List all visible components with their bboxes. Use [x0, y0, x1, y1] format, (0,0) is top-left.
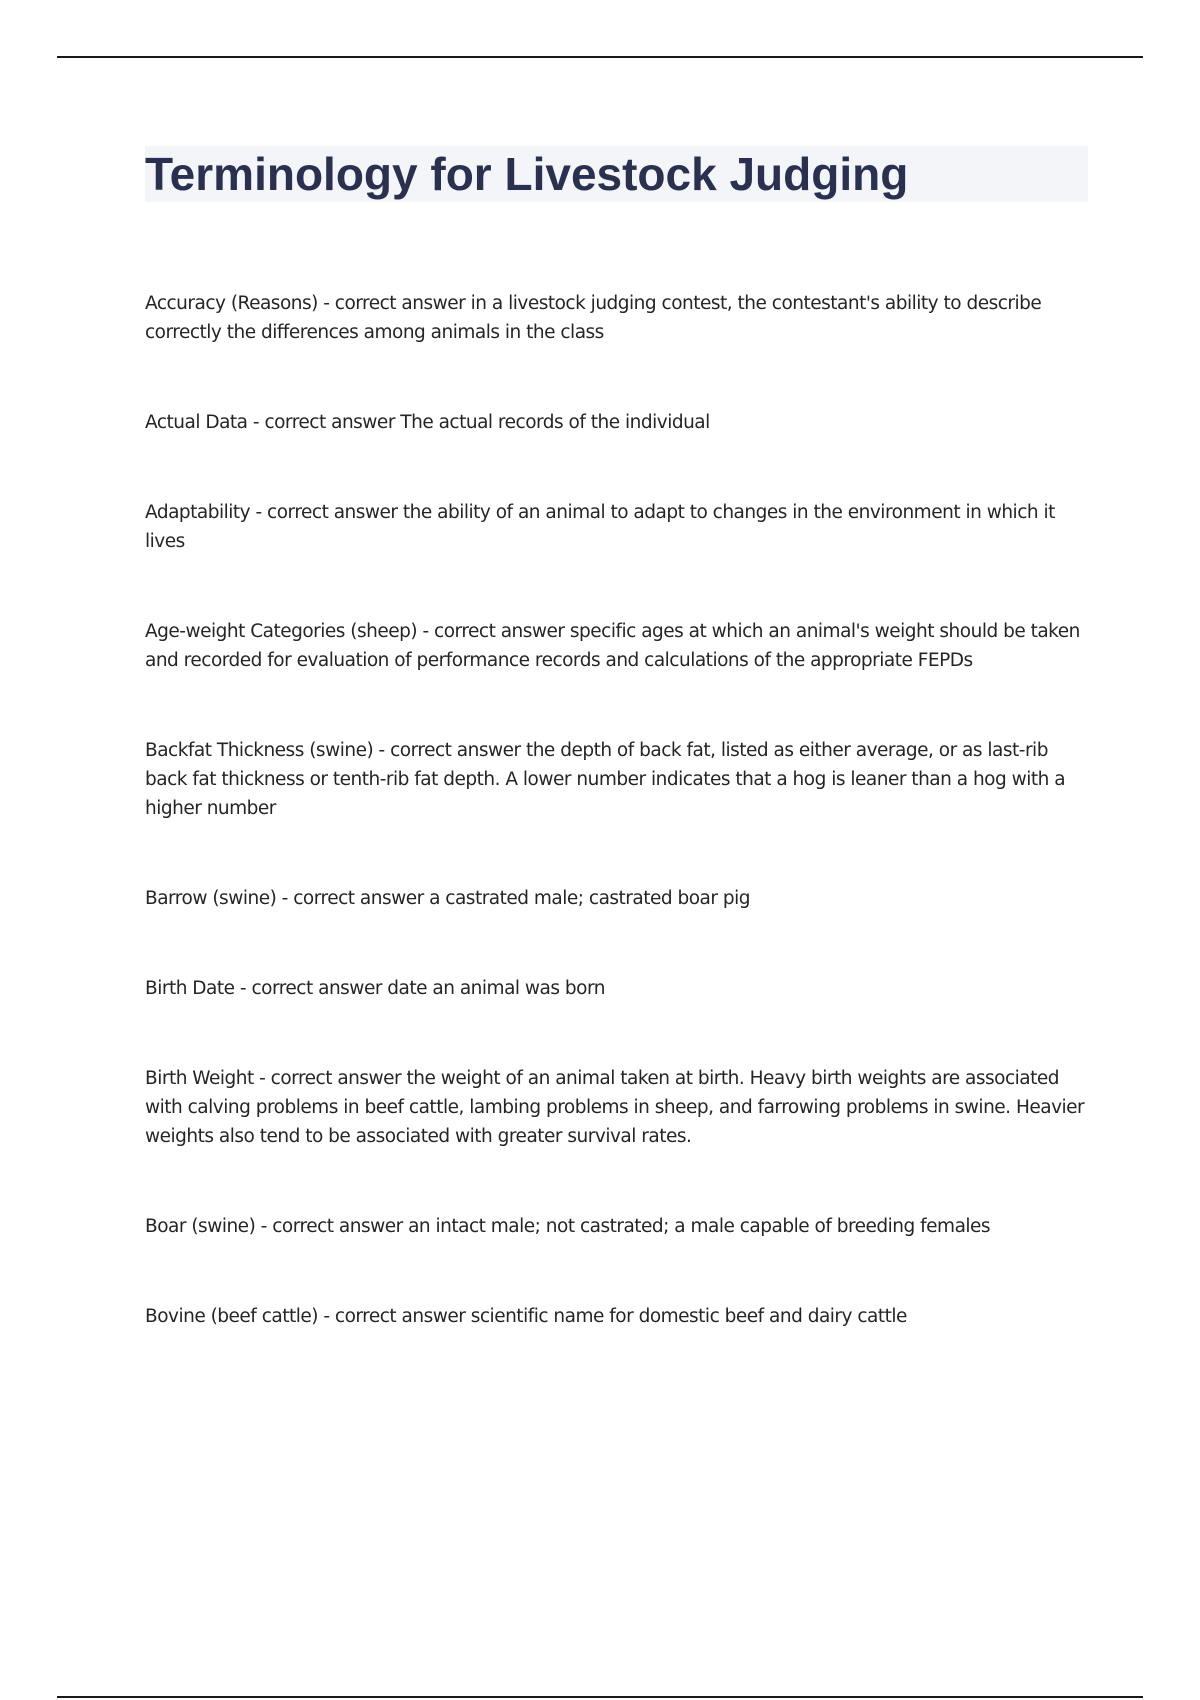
page-title: Terminology for Livestock Judging: [145, 148, 909, 200]
term-entry: Barrow (swine) - correct answer a castrated male; castrated boar pig: [145, 888, 751, 909]
term-entry: Bovine (beef cattle) - correct answer scientific name for domestic beef and dairy cattle: [145, 1306, 907, 1327]
term-entry: Accuracy (Reasons) - correct answer in a livestock judging contest, the contestant's ability to describe correctly the differences among animals in the class: [145, 293, 1042, 343]
bottom-rule: [57, 1696, 1143, 1698]
term-entry: Actual Data - correct answer The actual records of the individual: [145, 412, 710, 433]
term-entry: Boar (swine) - correct answer an intact male; not castrated; a male capable of breeding females: [145, 1216, 991, 1237]
top-rule: [57, 56, 1143, 58]
term-entry: Birth Weight - correct answer the weight of an animal taken at birth. Heavy birth weights are associated with calving problems in beef cattle, lambing problems in sheep, and farrowing problems in swine. Heavier weights also tend to be associated with greater survival rates.: [145, 1068, 1085, 1147]
term-entry: Backfat Thickness (swine) - correct answer the depth of back fat, listed as either average, or as last-rib back fat thickness or tenth-rib fat depth. A lower number indicates that a hog is leaner than a hog with a higher number: [145, 740, 1066, 819]
term-entry: Age-weight Categories (sheep) - correct answer specific ages at which an animal's weight should be taken and recorded for evaluation of performance records and calculations of the appropriate FEPDs: [145, 621, 1080, 671]
term-entry: Adaptability - correct answer the ability of an animal to adapt to changes in the environment in which it lives: [145, 502, 1055, 552]
term-entry: Birth Date - correct answer date an animal was born: [145, 978, 605, 999]
term-list: [145, 289, 1090, 1392]
